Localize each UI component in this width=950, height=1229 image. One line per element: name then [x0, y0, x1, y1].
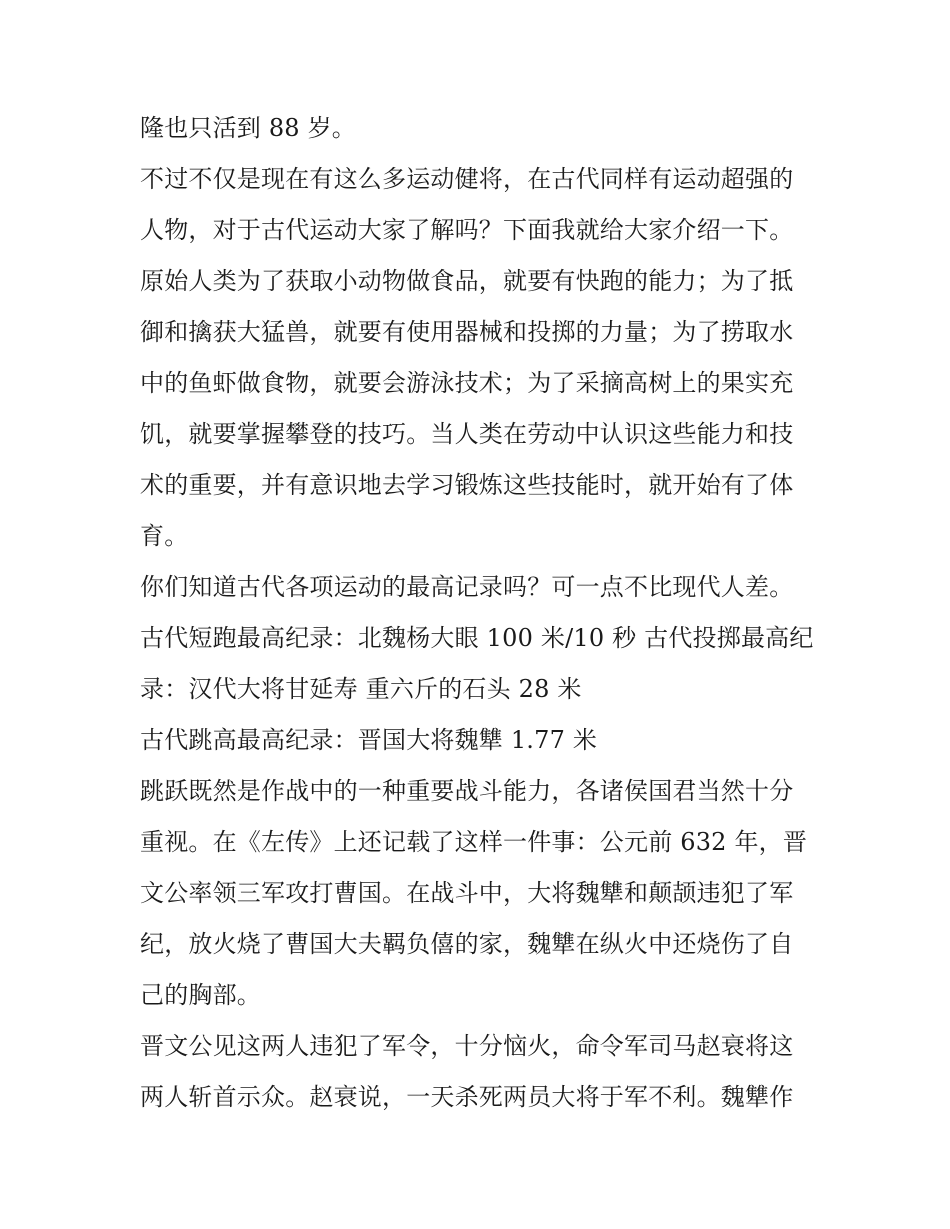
text-line: 术的重要，并有意识地去学习锻炼这些技能时，就开始有了体	[140, 471, 794, 499]
text-line: 你们知道古代各项运动的最高记录吗？可一点不比现代人差。	[140, 573, 794, 601]
text-line: 古代跳高最高纪录：晋国大将魏犨 1.77 米	[140, 726, 598, 754]
text-line: 育。	[140, 522, 189, 550]
text-line: 纪，放火烧了曹国大夫羁负僖的家，魏犨在纵火中还烧伤了自	[140, 930, 794, 958]
text-line: 人物，对于古代运动大家了解吗？下面我就给大家介绍一下。	[140, 216, 794, 244]
text-line: 两人斩首示众。赵衰说，一天杀死两员大将于军不利。魏犨作	[140, 1083, 794, 1111]
text-line: 跳跃既然是作战中的一种重要战斗能力，各诸侯国君当然十分	[140, 777, 794, 805]
text-line: 晋文公见这两人违犯了军令，十分恼火，命令军司马赵衰将这	[140, 1032, 794, 1060]
text-line: 古代短跑最高纪录：北魏杨大眼 100 米/10 秒 古代投掷最高纪	[140, 624, 814, 652]
text-line: 御和擒获大猛兽，就要有使用器械和投掷的力量；为了捞取水	[140, 318, 794, 346]
text-line: 原始人类为了获取小动物做食品，就要有快跑的能力；为了抵	[140, 267, 794, 295]
body-text	[140, 103, 820, 1123]
text-line: 隆也只活到 88 岁。	[140, 114, 356, 142]
text-line: 文公率领三军攻打曹国。在战斗中，大将魏犨和颠颉违犯了军	[140, 879, 794, 907]
text-line: 不过不仅是现在有这么多运动健将，在古代同样有运动超强的	[140, 165, 794, 193]
text-line: 己的胸部。	[140, 981, 261, 1009]
text-line: 饥，就要掌握攀登的技巧。当人类在劳动中认识这些能力和技	[140, 420, 794, 448]
text-line: 重视。在《左传》上还记载了这样一件事：公元前 632 年，晋	[140, 828, 808, 856]
text-line: 录：汉代大将甘延寿 重六斤的石头 28 米	[140, 675, 582, 703]
text-line: 中的鱼虾做食物，就要会游泳技术；为了采摘高树上的果实充	[140, 369, 794, 397]
